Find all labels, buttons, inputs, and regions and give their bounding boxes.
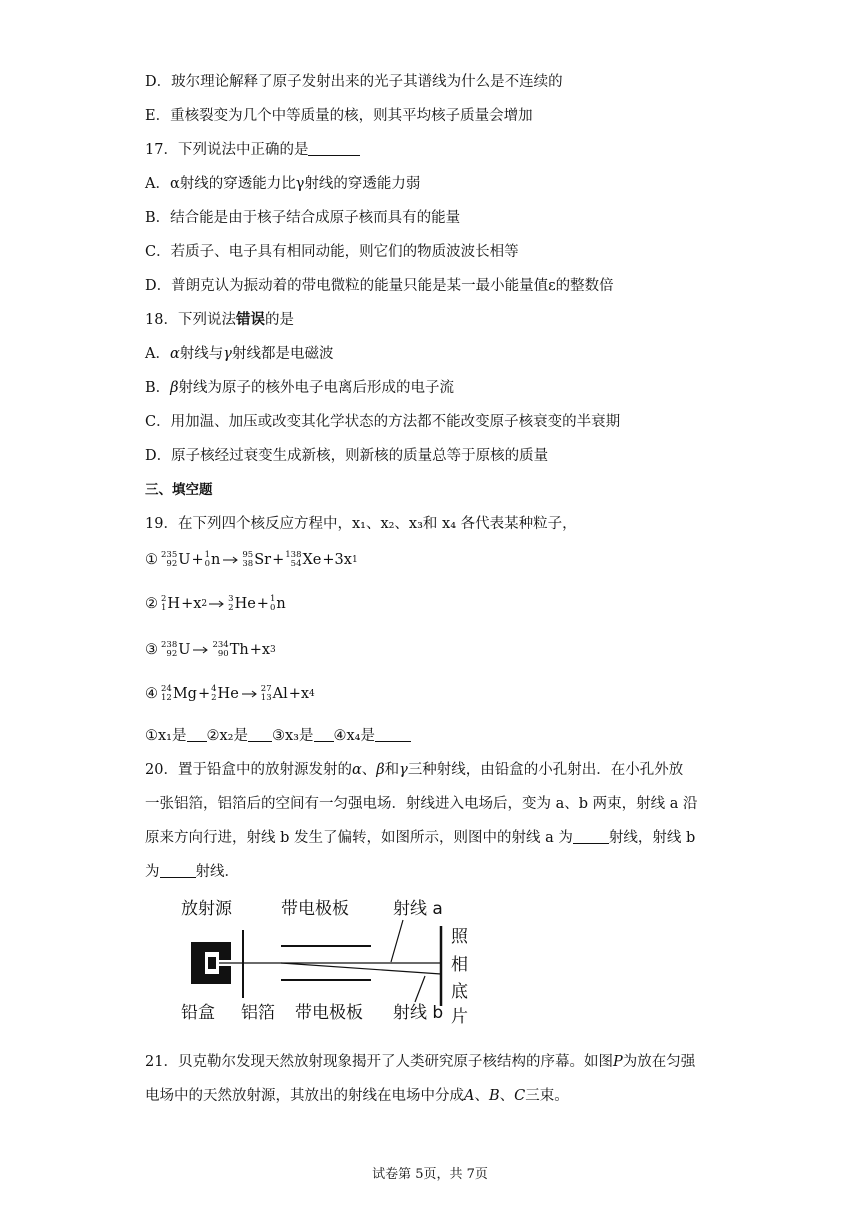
atomic-number: 38 [242, 559, 254, 569]
q18-option-c: C．用加温、加压或改变其化学状态的方法都不能改变原子核衰变的半衰期 [145, 414, 621, 430]
question-18 [145, 310, 294, 330]
element: n [276, 596, 286, 612]
mass-number: 2 [161, 594, 167, 604]
b-symbol: B [488, 1088, 500, 1104]
subscript: 1 [351, 555, 358, 565]
answer-blank [573, 829, 609, 844]
subscript: 3 [270, 645, 276, 655]
label-plate-top: 带电极板 [281, 899, 349, 919]
question-17-text: 17．下列说法中正确的是 [145, 142, 309, 158]
equation-4 [145, 684, 315, 704]
atomic-number: 1 [161, 603, 167, 613]
label-ray-b: 射线 b [393, 1003, 444, 1023]
subscript: 4 [309, 689, 315, 699]
product: +x [249, 642, 271, 658]
text: 射线． [195, 864, 239, 880]
text: 、 [361, 762, 377, 778]
eq-number: ③ [145, 642, 158, 658]
label-film-2: 相 [451, 955, 468, 975]
label-lead-box: 铅盒 [181, 1003, 215, 1023]
element: He [234, 596, 256, 612]
answer-blank [248, 727, 272, 742]
q18-emphasis: 错误 [235, 312, 265, 328]
section-heading: 三、填空题 [145, 482, 213, 498]
option-e-fission: E．重核裂变为几个中等质量的核，则其平均核子质量会增加 [145, 108, 533, 124]
answer-blank [375, 727, 411, 742]
answer-prompt: ②x₂是 [206, 728, 248, 744]
q18-text-pre: 18．下列说法 [145, 312, 236, 328]
plus: + [272, 552, 285, 568]
element: U [178, 642, 191, 658]
atomic-number: 54 [290, 559, 302, 569]
mass-number: 24 [161, 684, 172, 694]
label-ray-a: 射线 a [393, 899, 443, 919]
gamma-symbol: γ [223, 346, 232, 362]
p-symbol: P [612, 1054, 623, 1070]
label-foil: 铝箔 [241, 1003, 275, 1023]
element: U [178, 552, 191, 568]
subscript: 2 [201, 599, 208, 609]
text: 和 [384, 762, 400, 778]
a-symbol: A [464, 1088, 475, 1104]
eq-number: ② [145, 596, 158, 612]
answer-prompt: ④x₄是 [333, 728, 375, 744]
q17-option-d: D．普朗克认为振动着的带电微粒的能量只能是某一最小能量值ε的整数倍 [145, 278, 614, 294]
q19-answers [145, 726, 411, 746]
mass-number: 234 [212, 640, 229, 650]
alpha-symbol: α [351, 762, 362, 778]
atomic-number: 2 [211, 693, 217, 703]
atomic-number: 92 [166, 559, 178, 569]
text: 射线，射线 b [608, 830, 696, 846]
question-20-line-1 [145, 760, 683, 780]
product: +3x [322, 552, 352, 568]
text: 为放在匀强 [622, 1054, 696, 1070]
beta-symbol: β [376, 762, 385, 778]
arrow-icon [242, 690, 258, 698]
q17-option-a: A．α射线的穿透能力比γ射线的穿透能力弱 [145, 176, 421, 192]
product: +x [288, 686, 310, 702]
text: 三种射线，由铅盒的小孔射出．在小孔外放 [407, 762, 684, 778]
equation-3 [145, 640, 276, 660]
label-film-1: 照 [451, 927, 468, 947]
element: He [217, 686, 239, 702]
answer-prompt: ③x₃是 [272, 728, 314, 744]
element: Al [272, 686, 288, 702]
text: 21．贝克勒尔发现天然放射现象揭开了人类研究原子核结构的序幕。如图 [145, 1054, 613, 1070]
eq-number: ④ [145, 686, 158, 702]
ray-b-line [281, 963, 441, 974]
atomic-number: 13 [260, 693, 272, 703]
option-d-bohr: D．玻尔理论解释了原子发射出来的光子其谱线为什么是不连续的 [145, 74, 563, 90]
text: 电场中的天然放射源，其放出的射线在电场中分成 [145, 1088, 464, 1104]
mass-number: 238 [161, 640, 178, 650]
text: 射线为原子的核外电子电离后形成的电子流 [178, 380, 455, 396]
answer-blank [187, 727, 207, 742]
alpha-symbol: α [169, 346, 180, 362]
mass-number: 138 [285, 550, 302, 560]
answer-blank [308, 141, 360, 156]
answer-blank [160, 863, 196, 878]
question-17 [145, 140, 360, 160]
arrow-icon [193, 646, 209, 654]
element: Th [229, 642, 249, 658]
label-source: 放射源 [181, 899, 232, 919]
beta-symbol: β [170, 380, 179, 396]
text: 原来方向行进，射线 b 发生了偏转，如图所示，则图中的射线 a 为 [145, 830, 573, 846]
question-19: 19．在下列四个核反应方程中，x₁、x₂、x₃和 x₄ 各代表某种粒子， [145, 516, 577, 532]
equation-2 [145, 594, 287, 614]
question-21-line-1 [145, 1052, 695, 1072]
text: 射线都是电磁波 [231, 346, 334, 362]
eq-number: ① [145, 552, 158, 568]
plus: + [191, 552, 204, 568]
text: 为 [145, 864, 160, 880]
answer-prompt: ①x₁是 [145, 728, 187, 744]
q17-option-c: C．若质子、电子具有相同动能，则它们的物质波波长相等 [145, 244, 519, 260]
label-plate-bottom: 带电极板 [295, 1003, 363, 1023]
plus: + [197, 686, 211, 702]
mass-number: 95 [242, 550, 254, 560]
atomic-number: 90 [217, 649, 229, 659]
text: 、 [474, 1088, 489, 1104]
atomic-number: 2 [228, 603, 234, 613]
q17-option-b: B．结合能是由于核子结合成原子核而具有的能量 [145, 210, 461, 226]
label-film-4: 片 [451, 1007, 468, 1024]
gamma-symbol: γ [399, 762, 408, 778]
text: 20．置于铅盒中的放射源发射的 [145, 762, 352, 778]
q18-option-a [145, 344, 333, 364]
text: 、 [499, 1088, 515, 1104]
plus: + [256, 596, 269, 612]
answer-blank [314, 727, 334, 742]
question-20-line-3 [145, 828, 695, 848]
equation-1 [145, 550, 358, 570]
reactant: +x [181, 596, 202, 612]
element: H [167, 596, 181, 612]
atomic-number: 92 [166, 649, 178, 659]
mass-number: 3 [228, 594, 234, 604]
question-20-line-4 [145, 862, 239, 882]
element: Sr [254, 552, 272, 568]
q18-option-b [145, 378, 454, 398]
element: Mg [172, 686, 197, 702]
atomic-number: 12 [161, 693, 172, 703]
mass-number: 27 [260, 684, 272, 694]
page-footer: 试卷第 5页，共 7页 [372, 1167, 488, 1182]
mass-number: 4 [211, 684, 217, 694]
arrow-icon [223, 556, 239, 564]
label-film-3: 底 [451, 982, 468, 1002]
text: 射线与 [179, 346, 224, 362]
mass-number: 1 [269, 594, 276, 604]
label: B． [145, 380, 171, 396]
mass-number: 1 [204, 550, 211, 560]
element: n [211, 552, 221, 568]
question-20-line-2: 一张铝箔，铝箔后的空间有一匀强电场．射线进入电场后，变为 a、b 两束，射线 a 沿 [145, 796, 698, 812]
q18-text-post: 的是 [264, 312, 294, 328]
q18-option-d: D．原子核经过衰变生成新核，则新核的质量总等于原核的质量 [145, 448, 549, 464]
label: A． [145, 346, 170, 362]
mass-number: 235 [161, 550, 178, 560]
question-21-line-2 [145, 1086, 569, 1106]
text: 三束。 [525, 1088, 569, 1104]
radiation-deflection-diagram [175, 894, 497, 1024]
arrow-icon [209, 600, 225, 608]
element: Xe [302, 552, 322, 568]
atomic-number: 0 [269, 603, 276, 613]
c-symbol: C [514, 1088, 526, 1104]
atomic-number: 0 [204, 559, 211, 569]
